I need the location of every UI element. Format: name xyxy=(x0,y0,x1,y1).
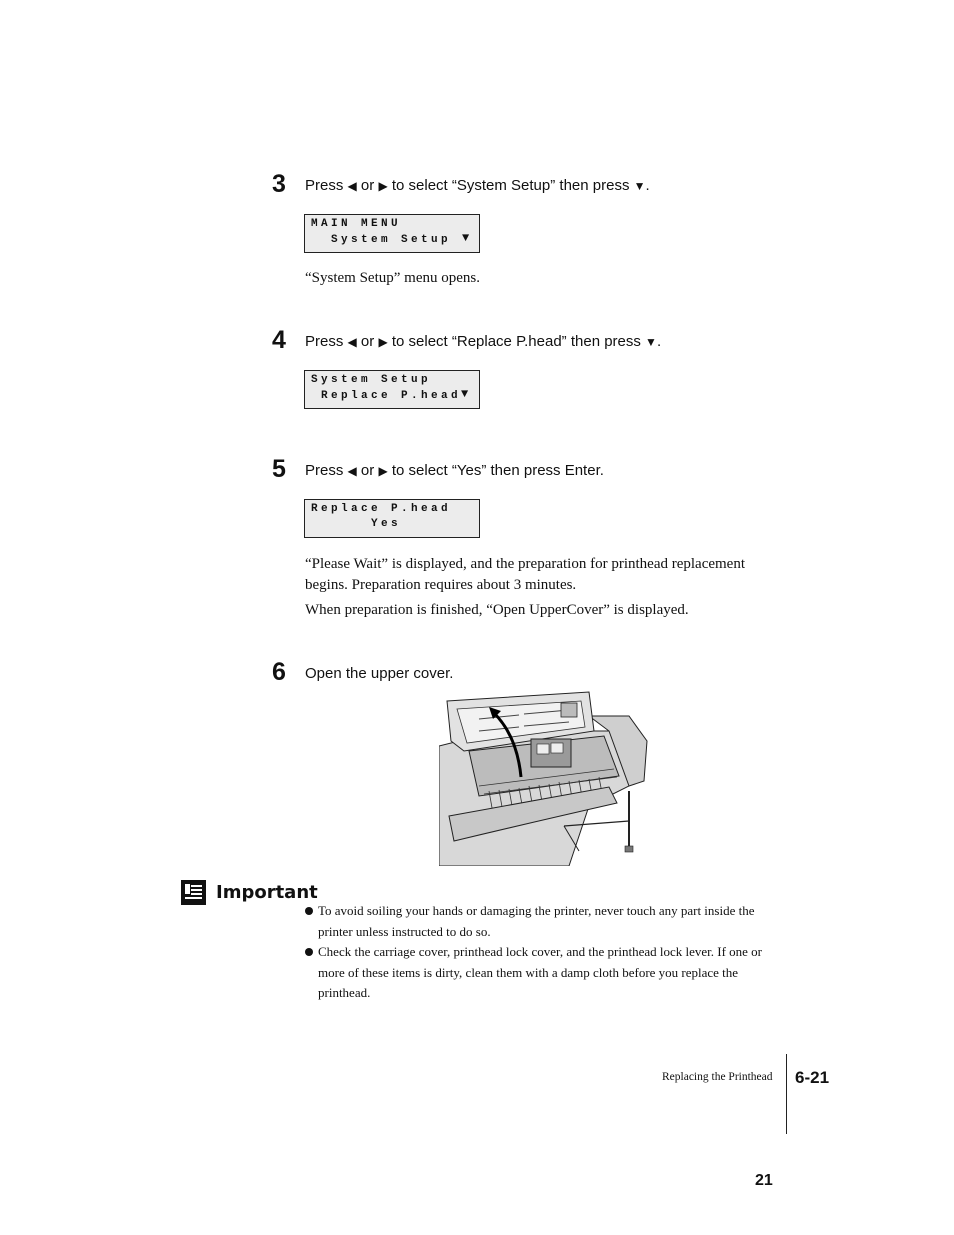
left-arrow-icon: ◀ xyxy=(347,464,357,478)
step-5-note-1: “Please Wait” is displayed, and the preparation for printhead replacement begins. Preparation requires about 3 minutes. xyxy=(305,556,746,593)
right-arrow-icon: ▶ xyxy=(378,464,388,478)
step-number-5: 5 xyxy=(272,455,286,483)
important-heading: Important xyxy=(216,882,318,903)
step-number-3: 3 xyxy=(272,170,286,198)
step-6-instruction: Open the upper cover. xyxy=(305,665,454,682)
right-arrow-icon: ▶ xyxy=(378,179,388,193)
footer-divider xyxy=(786,1054,787,1134)
footer-section-label: Replacing the Printhead xyxy=(662,1071,773,1083)
printer-open-cover-illustration xyxy=(439,691,649,866)
down-arrow-icon: ▼ xyxy=(461,387,469,401)
down-arrow-icon: ▼ xyxy=(633,179,646,193)
down-arrow-icon: ▼ xyxy=(462,231,470,245)
step-3-note: “System Setup” menu opens. xyxy=(305,270,480,286)
lcd-display-system-setup xyxy=(304,370,480,409)
left-arrow-icon: ◀ xyxy=(347,335,357,349)
lcd-line-2: Replace P.head xyxy=(311,390,462,402)
important-bullet-1: To avoid soiling your hands or damaging the printer, never touch any part inside the printer unless instructed to do so. xyxy=(305,901,785,942)
step-5-note-2: When preparation is finished, “Open UpperCover” is displayed. xyxy=(305,602,689,618)
step-number-6: 6 xyxy=(272,658,286,686)
step-5-instruction: Press ◀ or ▶ to select “Yes” then press Enter. xyxy=(305,462,604,479)
lcd-line-2: Yes xyxy=(311,518,402,530)
down-arrow-icon: ▼ xyxy=(645,335,657,349)
important-note-icon xyxy=(181,880,206,905)
important-bullet-2: Check the carriage cover, printhead lock cover, and the printhead lock lever. If one or more of these items is dirty, clean them with a damp cloth before you replace the printhead. xyxy=(305,942,785,1004)
lcd-display-replace-phead xyxy=(304,499,480,538)
lcd-line-2: System Setup xyxy=(311,234,452,246)
lcd-line-1: MAIN MENU xyxy=(311,218,402,230)
footer-section-page: 6-21 xyxy=(795,1068,830,1087)
lcd-display-main-menu xyxy=(304,214,480,253)
right-arrow-icon: ▶ xyxy=(378,335,388,349)
bullet-icon xyxy=(305,948,313,956)
lcd-line-1: Replace P.head xyxy=(311,503,452,515)
bullet-icon xyxy=(305,907,313,915)
left-arrow-icon: ◀ xyxy=(347,179,357,193)
page-number: 21 xyxy=(755,1172,773,1189)
step-number-4: 4 xyxy=(272,326,286,354)
lcd-line-1: System Setup xyxy=(311,374,432,386)
step-4-instruction: Press ◀ or ▶ to select “Replace P.head” then press ▼. xyxy=(305,333,662,350)
step-3-instruction: Press ◀ or ▶ to select “System Setup” then press ▼. xyxy=(305,177,650,194)
